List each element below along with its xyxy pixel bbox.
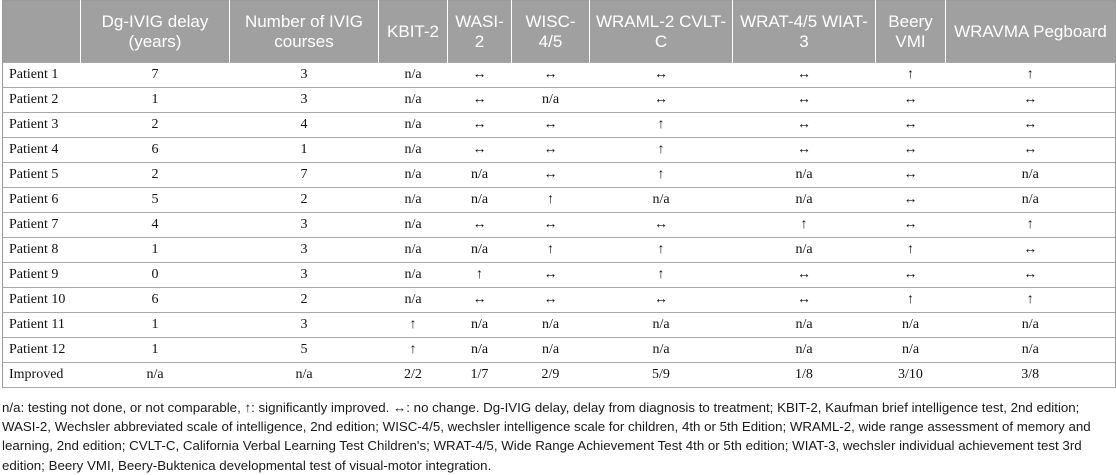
cell-wasi: n/a — [448, 188, 512, 213]
results-table — [2, 0, 1116, 388]
cell-row-label: Patient 3 — [3, 113, 81, 138]
cell-row-label: Patient 2 — [3, 88, 81, 113]
cell-wisc: ↔ — [512, 163, 590, 188]
cell-beery: ↔ — [876, 138, 946, 163]
cell-ivig-courses: 4 — [230, 113, 379, 138]
cell-wraml-cvlt: n/a — [590, 188, 733, 213]
table-footnote: n/a: testing not done, or not comparable, ↑: significantly improved. ↔: no change. Dg-IVIG delay, delay from diagnosis to treatment; KBIT-2, Kaufman brief intelligence test, 2nd edition; WASI-2, Wechsler abbreviated scale of intelligence, 2nd edition; WISC-4/5, wechsler intelligence scale for children, 4th or 5th Edition; WRAML-2, wide range assessment of memory and learning, 2nd edition; CVLT-C, California Verbal Learning Test Children's; WRAT-4/5, Wide Range Achievement Test 4th or 5th edition; WIAT-3, wechsler individual achievement test 3rd edition; Beery VMI, Beery-Buktenica developmental test of visual-motor integration. — [2, 400, 1091, 473]
cell-wrat-wiat: ↔ — [733, 113, 876, 138]
cell-wrat-wiat: n/a — [733, 338, 876, 363]
cell-wraml-cvlt: n/a — [590, 313, 733, 338]
cell-wraml-cvlt: n/a — [590, 338, 733, 363]
cell-delay: 1 — [81, 88, 230, 113]
cell-ivig-courses: 3 — [230, 238, 379, 263]
cell-wisc: ↑ — [512, 188, 590, 213]
cell-kbit: n/a — [379, 288, 448, 313]
cell-wravma: ↔ — [946, 113, 1116, 138]
cell-kbit: n/a — [379, 213, 448, 238]
header-cell-beery: Beery VMI — [876, 1, 946, 63]
cell-delay: 7 — [81, 63, 230, 88]
cell-wraml-cvlt: ↑ — [590, 263, 733, 288]
cell-wravma: ↑ — [946, 213, 1116, 238]
cell-row-label: Patient 1 — [3, 63, 81, 88]
cell-row-label: Patient 12 — [3, 338, 81, 363]
cell-wasi: n/a — [448, 313, 512, 338]
header-cell-wrat-wiat: WRAT-4/5 WIAT-3 — [733, 1, 876, 63]
cell-wasi: ↔ — [448, 113, 512, 138]
cell-wravma: ↔ — [946, 138, 1116, 163]
cell-kbit: n/a — [379, 138, 448, 163]
cell-wraml-cvlt: 5/9 — [590, 363, 733, 388]
cell-beery: ↔ — [876, 263, 946, 288]
cell-beery: ↔ — [876, 188, 946, 213]
cell-wasi: ↔ — [448, 138, 512, 163]
cell-row-label: Patient 11 — [3, 313, 81, 338]
cell-row-label: Patient 10 — [3, 288, 81, 313]
cell-row-label: Patient 8 — [3, 238, 81, 263]
cell-delay: 6 — [81, 288, 230, 313]
cell-wasi: n/a — [448, 163, 512, 188]
cell-delay: 1 — [81, 238, 230, 263]
cell-wrat-wiat: n/a — [733, 188, 876, 213]
cell-wisc: n/a — [512, 313, 590, 338]
cell-ivig-courses: 3 — [230, 213, 379, 238]
cell-wravma: n/a — [946, 188, 1116, 213]
cell-delay: 1 — [81, 313, 230, 338]
cell-beery: n/a — [876, 338, 946, 363]
cell-wraml-cvlt: ↑ — [590, 163, 733, 188]
cell-wisc: ↔ — [512, 288, 590, 313]
cell-beery: ↑ — [876, 63, 946, 88]
cell-wravma: ↔ — [946, 263, 1116, 288]
cell-wisc: ↑ — [512, 238, 590, 263]
summary-row — [3, 363, 1116, 388]
cell-ivig-courses: 1 — [230, 138, 379, 163]
cell-wrat-wiat: ↑ — [733, 213, 876, 238]
cell-row-label: Improved — [3, 363, 81, 388]
cell-wraml-cvlt: ↑ — [590, 238, 733, 263]
table-row — [3, 113, 1116, 138]
cell-kbit: 2/2 — [379, 363, 448, 388]
cell-kbit: ↑ — [379, 313, 448, 338]
header-cell-kbit: KBIT-2 — [379, 1, 448, 63]
cell-wrat-wiat: ↔ — [733, 263, 876, 288]
cell-wraml-cvlt: ↔ — [590, 63, 733, 88]
cell-wisc: ↔ — [512, 63, 590, 88]
header-cell-corner — [3, 1, 81, 63]
cell-wasi: ↔ — [448, 63, 512, 88]
table-row — [3, 138, 1116, 163]
cell-wraml-cvlt: ↔ — [590, 88, 733, 113]
table-row — [3, 213, 1116, 238]
cell-kbit: n/a — [379, 88, 448, 113]
cell-wraml-cvlt: ↔ — [590, 288, 733, 313]
header-cell-delay: Dg-IVIG delay (years) — [81, 1, 230, 63]
cell-delay: 2 — [81, 163, 230, 188]
cell-ivig-courses: 5 — [230, 338, 379, 363]
cell-wraml-cvlt: ↔ — [590, 213, 733, 238]
cell-wrat-wiat: n/a — [733, 313, 876, 338]
cell-row-label: Patient 7 — [3, 213, 81, 238]
cell-wisc: n/a — [512, 338, 590, 363]
cell-wisc: n/a — [512, 88, 590, 113]
header-row — [3, 1, 1116, 63]
cell-wraml-cvlt: ↑ — [590, 138, 733, 163]
header-cell-wisc: WISC-4/5 — [512, 1, 590, 63]
cell-delay: 5 — [81, 188, 230, 213]
cell-delay: 2 — [81, 113, 230, 138]
cell-kbit: ↑ — [379, 338, 448, 363]
table-row — [3, 313, 1116, 338]
table-row — [3, 263, 1116, 288]
header-cell-wraml-cvlt: WRAML-2 CVLT-C — [590, 1, 733, 63]
cell-wisc: ↔ — [512, 113, 590, 138]
cell-beery: ↔ — [876, 113, 946, 138]
cell-wravma: n/a — [946, 338, 1116, 363]
cell-wrat-wiat: ↔ — [733, 88, 876, 113]
cell-wasi: 1/7 — [448, 363, 512, 388]
cell-ivig-courses: n/a — [230, 363, 379, 388]
cell-beery: n/a — [876, 313, 946, 338]
cell-delay: n/a — [81, 363, 230, 388]
cell-ivig-courses: 3 — [230, 263, 379, 288]
cell-ivig-courses: 3 — [230, 88, 379, 113]
table-row — [3, 163, 1116, 188]
cell-wravma: ↔ — [946, 238, 1116, 263]
header-cell-wravma: WRAVMA Pegboard — [946, 1, 1116, 63]
cell-wravma: n/a — [946, 313, 1116, 338]
cell-ivig-courses: 2 — [230, 188, 379, 213]
cell-wrat-wiat: 1/8 — [733, 363, 876, 388]
cell-wravma: ↑ — [946, 288, 1116, 313]
cell-wrat-wiat: ↔ — [733, 288, 876, 313]
cell-wisc: ↔ — [512, 263, 590, 288]
table-row — [3, 238, 1116, 263]
cell-kbit: n/a — [379, 113, 448, 138]
cell-row-label: Patient 4 — [3, 138, 81, 163]
cell-wrat-wiat: ↔ — [733, 63, 876, 88]
cell-wravma: n/a — [946, 163, 1116, 188]
cell-wravma: 3/8 — [946, 363, 1116, 388]
table-body — [3, 63, 1116, 388]
cell-wasi: ↔ — [448, 88, 512, 113]
cell-beery: ↑ — [876, 238, 946, 263]
cell-beery: ↔ — [876, 88, 946, 113]
cell-wasi: ↔ — [448, 288, 512, 313]
cell-wisc: 2/9 — [512, 363, 590, 388]
table-row — [3, 63, 1116, 88]
cell-wasi: n/a — [448, 238, 512, 263]
table-row — [3, 338, 1116, 363]
cell-delay: 6 — [81, 138, 230, 163]
cell-wrat-wiat: n/a — [733, 238, 876, 263]
cell-row-label: Patient 9 — [3, 263, 81, 288]
cell-ivig-courses: 7 — [230, 163, 379, 188]
cell-beery: ↔ — [876, 163, 946, 188]
cell-delay: 0 — [81, 263, 230, 288]
cell-delay: 4 — [81, 213, 230, 238]
table-row — [3, 88, 1116, 113]
cell-ivig-courses: 3 — [230, 313, 379, 338]
cell-ivig-courses: 2 — [230, 288, 379, 313]
cell-wisc: ↔ — [512, 138, 590, 163]
cell-beery: ↑ — [876, 288, 946, 313]
cell-kbit: n/a — [379, 238, 448, 263]
cell-wravma: ↔ — [946, 88, 1116, 113]
cell-wrat-wiat: n/a — [733, 163, 876, 188]
cell-wraml-cvlt: ↑ — [590, 113, 733, 138]
cell-beery: ↔ — [876, 213, 946, 238]
cell-kbit: n/a — [379, 163, 448, 188]
cell-wrat-wiat: ↔ — [733, 138, 876, 163]
cell-kbit: n/a — [379, 63, 448, 88]
cell-row-label: Patient 6 — [3, 188, 81, 213]
cell-beery: 3/10 — [876, 363, 946, 388]
cell-wisc: ↔ — [512, 213, 590, 238]
table-row — [3, 188, 1116, 213]
cell-row-label: Patient 5 — [3, 163, 81, 188]
table-row — [3, 288, 1116, 313]
cell-wasi: n/a — [448, 338, 512, 363]
cell-wasi: ↑ — [448, 263, 512, 288]
cell-ivig-courses: 3 — [230, 63, 379, 88]
cell-kbit: n/a — [379, 188, 448, 213]
cell-kbit: n/a — [379, 263, 448, 288]
cell-wravma: ↑ — [946, 63, 1116, 88]
header-cell-wasi: WASI-2 — [448, 1, 512, 63]
cell-delay: 1 — [81, 338, 230, 363]
header-cell-ivig-courses: Number of IVIG courses — [230, 1, 379, 63]
cell-wasi: ↔ — [448, 213, 512, 238]
